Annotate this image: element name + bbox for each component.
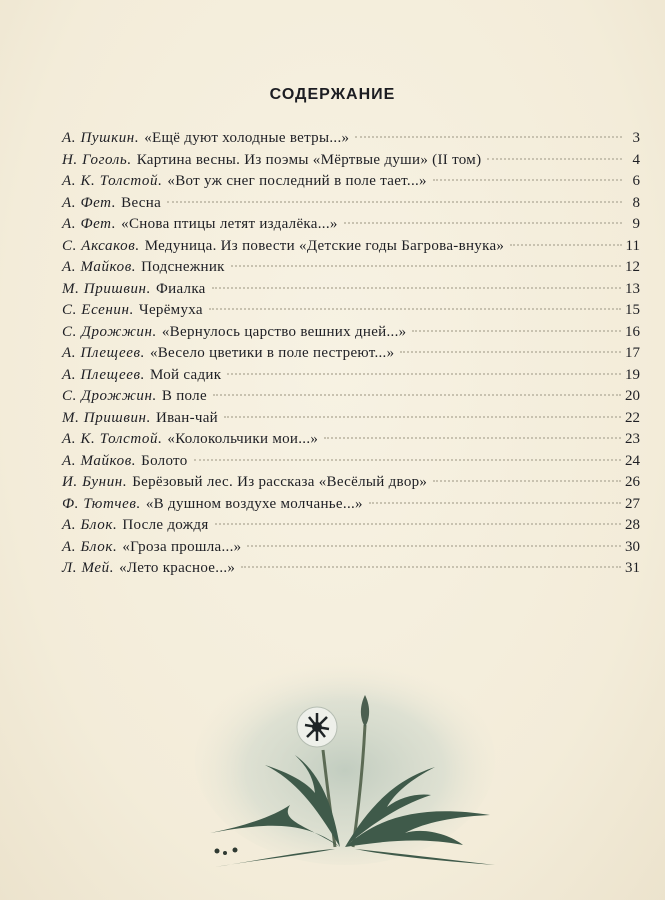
toc-author: Н. Гоголь. [62, 151, 132, 168]
toc-author: А. Фет. [62, 216, 117, 232]
ground-marks [215, 848, 238, 856]
toc-entry [62, 171, 640, 193]
toc-page-number: 16 [625, 323, 640, 340]
toc-dot-leader [194, 459, 621, 461]
toc-dot-leader [412, 330, 621, 332]
toc-author: А. Блок. [62, 517, 118, 533]
toc-dot-leader [215, 523, 621, 525]
toc-entry [62, 515, 640, 537]
toc-dot-leader [212, 287, 621, 289]
toc-work-title: В поле [161, 388, 207, 404]
toc-page-number: 17 [625, 345, 640, 361]
toc-page-number: 30 [625, 538, 640, 555]
toc-work-title: «Колокольчики мои...» [167, 431, 319, 447]
toc-entry [62, 494, 640, 516]
toc-author: А. Майков. [62, 259, 137, 275]
toc-dot-leader [433, 179, 622, 181]
toc-entry [62, 150, 640, 172]
toc-dot-leader [344, 222, 622, 224]
toc-author: С. Есенин. [62, 302, 134, 318]
toc-work-title: Фиалка [155, 280, 206, 297]
toc-page-number: 26 [625, 474, 640, 490]
toc-author: А. Плещеев. [62, 366, 145, 383]
toc-entry [62, 214, 640, 236]
toc-author: А. Плещеев. [62, 345, 145, 361]
toc-dot-leader [355, 136, 622, 138]
watercolor-wash [195, 655, 495, 865]
toc-work-title: Медуница. Из повести «Детские годы Багрова-внука» [144, 237, 505, 254]
toc-entry [62, 472, 640, 494]
toc-page-number: 24 [625, 452, 640, 469]
toc-entry [62, 257, 640, 279]
toc-page-number: 6 [632, 173, 640, 189]
toc-author: А. К. Толстой. [62, 173, 163, 189]
toc-work-title: Мой садик [149, 366, 222, 383]
toc-entry [62, 451, 640, 473]
toc-entry [62, 537, 640, 559]
toc-work-title: Подснежник [141, 259, 225, 275]
toc-entry [62, 558, 640, 580]
toc-dot-leader [167, 201, 622, 203]
toc-work-title: «В душном воздухе молчанье...» [145, 495, 363, 512]
contents-title: СОДЕРЖАНИЕ [269, 86, 396, 103]
toc-author: С. Дрожжин. [62, 323, 157, 340]
toc-entry [62, 386, 640, 408]
toc-author: Ф. Тютчев. [62, 495, 141, 512]
toc-work-title: Черёмуха [138, 302, 203, 318]
toc-page-number: 8 [632, 194, 640, 211]
toc-entry [62, 343, 640, 365]
toc-author: А. Блок. [62, 538, 118, 555]
toc-page-number: 20 [625, 388, 640, 404]
toc-page-number: 19 [625, 366, 640, 383]
toc-author: Л. Мей. [62, 560, 115, 576]
toc-dot-leader [487, 158, 622, 160]
dandelion-flower-head [297, 707, 337, 747]
toc-author: С. Аксаков. [62, 237, 140, 254]
toc-work-title: «Ещё дуют холодные ветры...» [144, 130, 350, 146]
toc-author: А. Майков. [62, 452, 137, 469]
toc-dot-leader [213, 394, 621, 396]
toc-work-title: Иван-чай [155, 409, 218, 426]
toc-page-number: 31 [625, 560, 640, 576]
toc-entry [62, 128, 640, 150]
toc-entry [62, 429, 640, 451]
toc-work-title: Болото [141, 452, 188, 469]
toc-page-number: 9 [632, 216, 640, 232]
toc-work-title: После дождя [122, 517, 209, 533]
toc-author: М. Пришвин. [62, 409, 151, 426]
toc-page-number: 15 [625, 302, 640, 318]
toc-dot-leader [231, 265, 621, 267]
toc-author: М. Пришвин. [62, 280, 151, 297]
toc-dot-leader [224, 416, 621, 418]
toc-work-title: «Вот уж снег последний в поле тает...» [167, 173, 427, 189]
toc-page-number: 12 [625, 259, 640, 275]
toc-entry [62, 300, 640, 322]
toc-page-number: 4 [632, 151, 640, 168]
toc-entry [62, 408, 640, 430]
toc-work-title: Картина весны. Из поэмы «Мёртвые души» (II том) [136, 151, 482, 168]
toc-dot-leader [433, 480, 621, 482]
toc-dot-leader [209, 308, 621, 310]
toc-work-title: «Вернулось царство вешних дней...» [161, 323, 407, 340]
table-of-contents [62, 128, 640, 580]
toc-dot-leader [400, 351, 621, 353]
toc-work-title: «Гроза прошла...» [122, 538, 242, 555]
toc-author: А. Пушкин. [62, 130, 140, 146]
toc-dot-leader [247, 545, 621, 547]
toc-work-title: «Снова птицы летят издалёка...» [121, 216, 338, 232]
toc-entry [62, 365, 640, 387]
toc-dot-leader [369, 502, 621, 504]
toc-dot-leader [241, 566, 621, 568]
toc-page-number: 28 [625, 517, 640, 533]
toc-page-number: 23 [625, 431, 640, 447]
toc-entry [62, 279, 640, 301]
toc-author: С. Дрожжин. [62, 388, 157, 404]
toc-author: А. К. Толстой. [62, 431, 163, 447]
toc-entry [62, 322, 640, 344]
toc-dot-leader [324, 437, 621, 439]
toc-entry [62, 193, 640, 215]
toc-page-number: 3 [632, 130, 640, 146]
toc-author: И. Бунин. [62, 474, 128, 490]
toc-dot-leader [510, 244, 621, 246]
toc-work-title: Весна [121, 194, 162, 211]
toc-entry [62, 236, 640, 258]
toc-work-title: «Весело цветики в поле пестреют...» [149, 345, 395, 361]
toc-dot-leader [227, 373, 621, 375]
toc-work-title: Берёзовый лес. Из рассказа «Весёлый двор» [132, 474, 428, 490]
toc-page-number: 13 [625, 280, 640, 297]
dandelion-illustration-icon [195, 655, 505, 870]
toc-author: А. Фет. [62, 194, 117, 211]
toc-page-number: 27 [625, 495, 640, 512]
toc-page-number: 11 [625, 237, 640, 254]
toc-work-title: «Лето красное...» [119, 560, 236, 576]
toc-page-number: 22 [625, 409, 640, 426]
